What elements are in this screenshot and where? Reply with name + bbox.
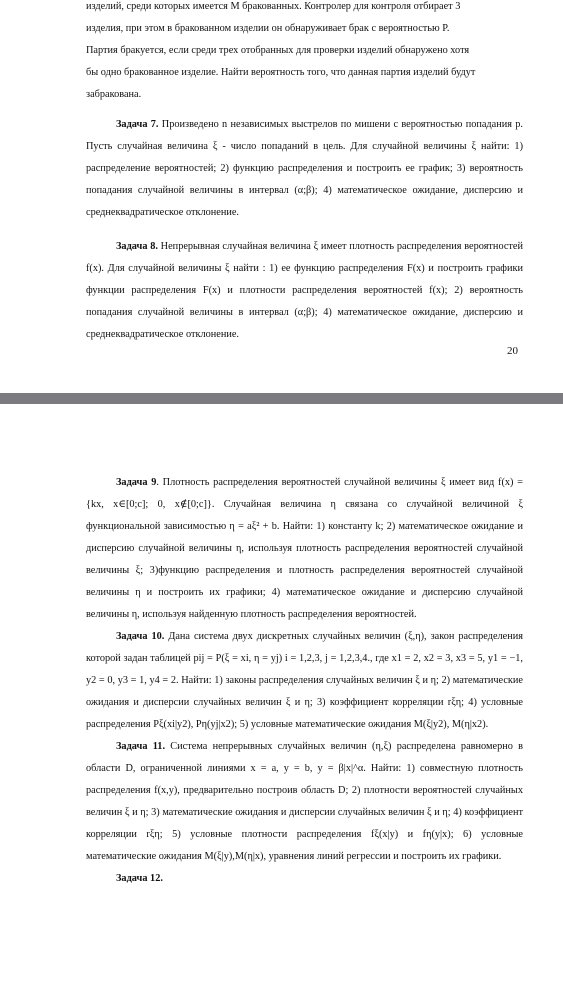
page-upper [0, 0, 563, 393]
page-separator [0, 393, 563, 404]
text-line: Партия бракуется, если среди трех отобранных для проверки изделий обнаружено хотя [86, 45, 470, 56]
task-7 [86, 114, 523, 224]
page-lower [0, 404, 563, 1000]
page-number: 20 [507, 345, 518, 357]
task-7-body: Произведено n независимых выстрелов по мишени с вероятностью попадания p. Пусть случайная величина ξ - число попаданий в цель. Для случайной величины ξ найти: 1) распределение вероятностей; 2) функцию распределения и построить ее график; 3) вероятность попадания случайной величины в интервал (α;β); 4) математическое ожидание, дисперсию и среднеквадратическое отклонение. [86, 119, 523, 218]
task-11 [86, 736, 523, 868]
task-8-body: Непрерывная случайная величина ξ имеет плотность распределения вероятностей f(x). Для случайной величины ξ найти : 1) ее функцию распределения F(x) и построить графики функции распределения F(x) и плотности распределения вероятностей f(x); 2) вероятность попадания случайной величины в интервал (α;β); 4) математическое ожидание, дисперсию и среднеквадратическое отклонение. [86, 241, 523, 340]
task-8 [86, 236, 523, 346]
page-lower-text [86, 472, 523, 890]
task-8-title: Задача 8. [116, 241, 158, 252]
page-upper-text [86, 0, 523, 346]
task-10-title: Задача 10. [116, 631, 165, 642]
task-11-body: Система непрерывных случайных величин (η,ξ) распределена равномерно в области D, ограниченной линиями x = a, y = b, y = β|x|^α. Найти: 1) совместную плотность распределения f(x,y), предварительно построив область D; 2) плотности вероятностей случайных величин ξ и η; 3) математические ожидания и дисперсии случайных величин ξ и η; 4) коэффициент корреляции rξη; 5) условные плотности распределения fξ(x|y) и fη(y|x); 6) условные математические ожидания M(ξ|y),M(η|x), уравнения линий регрессии и построить их графики. [86, 741, 523, 862]
task-7-title: Задача 7. [116, 119, 159, 130]
task-11-title: Задача 11. [116, 741, 166, 752]
text-line: изделия, при этом в бракованном изделии он обнаруживает брак с вероятностью P. [86, 23, 450, 34]
continued-paragraph [86, 0, 523, 106]
task-10 [86, 626, 523, 736]
task-9-title: Задача 9 [116, 477, 157, 488]
text-line: бы одно бракованное изделие. Найти вероятность того, что данная партия изделий будут [86, 67, 476, 78]
task-12-title: Задача 12. [116, 873, 163, 884]
task-12 [86, 868, 523, 890]
task-9 [86, 472, 523, 626]
text-line: изделий, среди которых имеется M бракованных. Контролер для контроля отбирает 3 [86, 1, 461, 12]
text-line: забракована. [86, 89, 142, 100]
task-10-body: Дана система двух дискретных случайных величин (ξ,η), закон распределения которой задан таблицей pij = P(ξ = xi, η = yj) i = 1,2,3, j = 1,2,3,4., где x1 = 2, x2 = 3, x3 = 5, y1 = −1, y2 = 0, y3 = 1, y4 = 2. Найти: 1) законы распределения случайных величин ξ и η; 2) математические ожидания и дисперсии случайных величин ξ и η; 3) коэффициент корреляции rξη; 4) условные распределения Pξ(xi|y2), Pη(yj|x2); 5) условные математические ожидания M(ξ|y2), M(η|x2). [86, 631, 523, 730]
task-9-body: . Плотность распределения вероятностей случайной величины ξ имеет вид f(x) = {kx, x∈[0;c]; 0, x∉[0;c]}. Случайная величина η связана со случайной величиной ξ функциональной зависимостью η = aξ² + b. Найти: 1) константу k; 2) математическое ожидание и дисперсию случайной величины η, используя плотность распределения вероятностей случайной величины ξ; 3)функцию распределения и плотность распределения вероятностей случайной величины η и построить их графики; 4) математическое ожидание и дисперсию случайной величины η, используя найденную плотность распределения вероятностей. [86, 477, 523, 620]
